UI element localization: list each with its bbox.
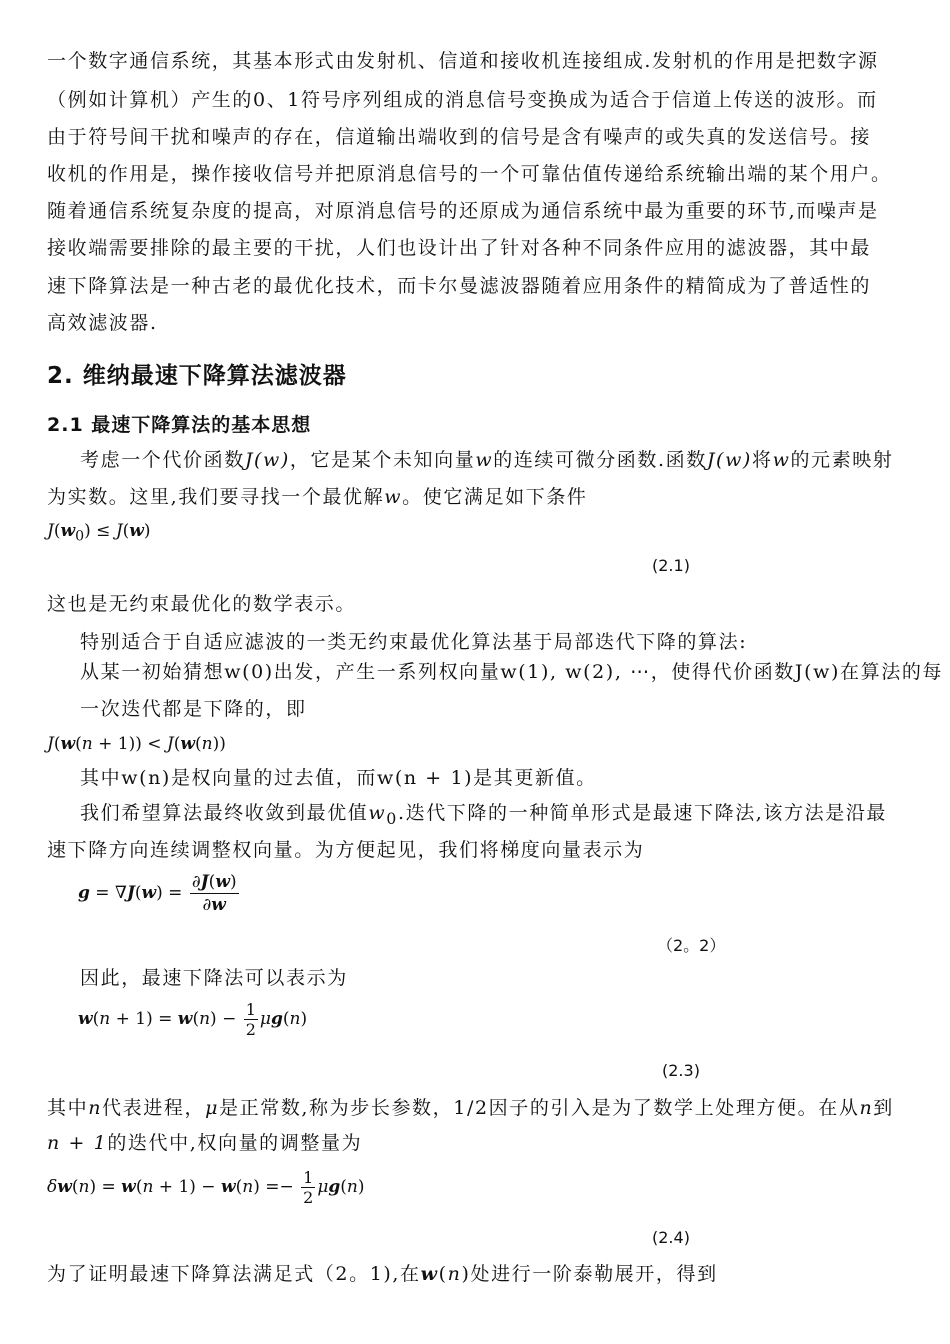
subsection-heading: 2.1 最速下降算法的基本思想	[47, 414, 312, 436]
equation-2-4: δw(n) = w(n + 1) − w(n) =− $\frac{1}{2}$ μg(n)	[47, 1168, 365, 1207]
equation-2-1: $J(w_0) \le J(w)$	[47, 521, 151, 545]
paragraph-1-line-1: 一个数字通信系统，其基本形式由发射机、信道和接收机连接组成.发射机的作用是把数字源	[47, 50, 879, 72]
equation-2-2: g = ∇J(w) = $\frac{\partial J(w)}{\partial w}$	[78, 872, 237, 915]
paragraph-6: 其中w(n)是权向量的过去值，而w(n + 1)是其更新值。	[80, 767, 597, 789]
equation-2-3: w(n + 1) = w(n) − $\frac{1}{2}$ μg(n)	[78, 1000, 308, 1039]
paragraph-8: 因此，最速下降法可以表示为	[80, 967, 348, 989]
paragraph-1-line-2: （例如计算机）产生的0、1符号序列组成的消息信号变换成为适合于信道上传送的波形。而	[47, 89, 878, 111]
paragraph-1-line-6: 接收端需要排除的最主要的干扰，人们也设计出了针对各种不同条件应用的滤波器，其中最	[47, 237, 872, 259]
paragraph-1-line-7: 速下降算法是一种古老的最优化技术，而卡尔曼滤波器随着应用条件的精简成为了普适性的	[47, 275, 872, 297]
paragraph-1-line-8: 高效滤波器.	[47, 312, 158, 334]
paragraph-9-line-1: 其中n代表进程，μ是正常数,称为步长参数，1/2因子的引入是为了数学上处理方便。在从n到	[47, 1097, 894, 1119]
paragraph-7-line-2: 速下降方向连续调整权向量。为方便起见，我们将梯度向量表示为	[47, 839, 645, 861]
paragraph-4: 特别适合于自适应滤波的一类无约束最优化算法基于局部迭代下降的算法:	[80, 631, 748, 653]
equation-label-2-1: (2.1)	[652, 556, 690, 575]
paragraph-1-line-4: 收机的作用是，操作接收信号并把原消息信号的一个可靠估值传递给系统输出端的某个用户。	[47, 163, 892, 185]
section-heading: 2. 维纳最速下降算法滤波器	[47, 363, 347, 389]
paragraph-3: 这也是无约束最优化的数学表示。	[47, 593, 357, 615]
paragraph-10: 为了证明最速下降算法满足式（2。1),在w(n)处进行一阶泰勒展开，得到	[47, 1263, 718, 1285]
equation-label-2-2: （2。2）	[657, 936, 726, 955]
paragraph-2-line-2: 为实数。这里,我们要寻找一个最优解w。使它满足如下条件	[47, 486, 588, 508]
paragraph-9-line-2: n + 1的迭代中,权向量的调整量为	[47, 1132, 363, 1154]
paragraph-5-line-1: 从某一初始猜想w(0)出发，产生一系列权向量w(1), w(2), ⋯，使得代价函数J(w)在算法的每	[80, 661, 944, 683]
paragraph-1-line-3: 由于符号间干扰和噪声的存在，信道输出端收到的信号是含有噪声的或失真的发送信号。接	[47, 126, 872, 148]
paragraph-5-line-2: 一次迭代都是下降的，即	[80, 698, 307, 720]
paragraph-2-line-1: 考虑一个代价函数J(w)，它是某个未知向量w的连续可微分函数.函数J(w)将w的元素映射	[80, 449, 894, 471]
paragraph-7-line-1: 我们希望算法最终收敛到最优值$w_0$.迭代下降的一种简单形式是最速下降法,该方法是沿最	[80, 802, 888, 828]
equation-descent-condition: J(w(n + 1)) < J(w(n))	[47, 734, 226, 754]
equation-label-2-4: (2.4)	[652, 1228, 690, 1247]
paragraph-1-line-5: 随着通信系统复杂度的提高，对原消息信号的还原成为通信系统中最为重要的环节,而噪声是	[47, 200, 879, 222]
equation-label-2-3: (2.3)	[662, 1061, 700, 1080]
